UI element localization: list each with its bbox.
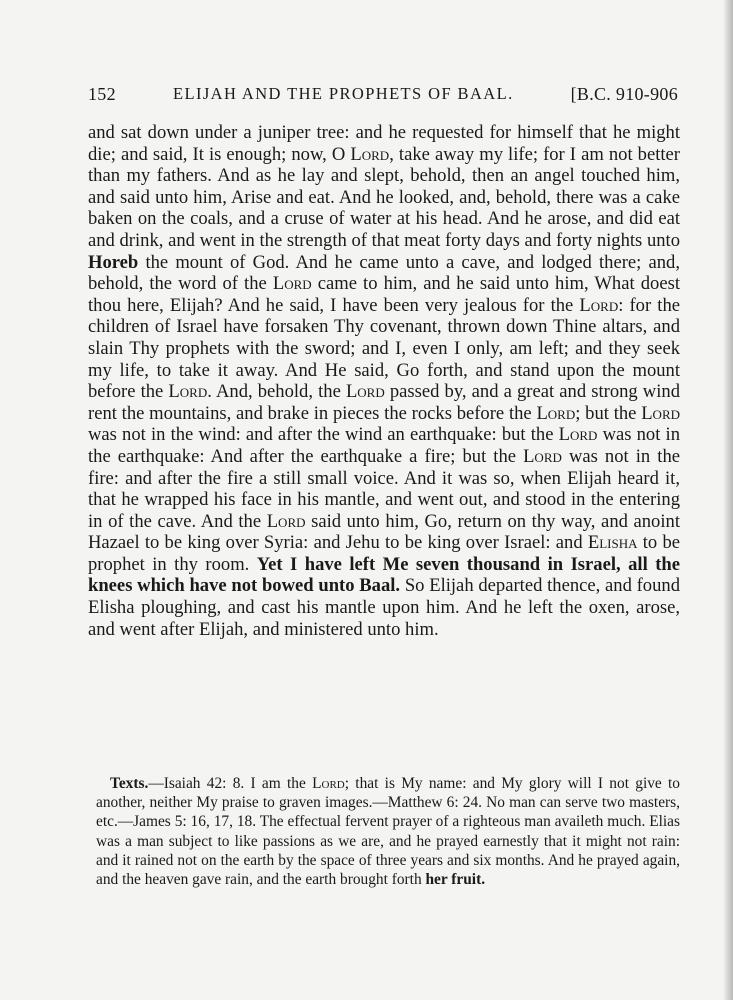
small-caps-lord: Lord (579, 294, 619, 316)
text-run: was not in the fire: and after the fire a still small voice. And it was so, when Elijah heard it, that he wrapped his face in his mantle, and went out, and stood in the entering in of the cave. And the (88, 445, 680, 532)
text-run: passed by, and a great and strong wind rent the mountains, and brake in pieces the rocks before the (88, 381, 680, 424)
text-run: and sat down under a juniper tree: and he requested for himself that he might die; and said, It is enough; now, O (88, 122, 680, 165)
small-caps-lord: Lord (350, 143, 390, 165)
text-run: , take away my life; for I am not better than my fathers. And as he lay and slept, behold, then an angel touched him, and said unto him, Arise and eat. And he looked, and, behold, there was a cake baken on the coals, and a cruse of water at his head. And he arose, and did eat and drink, and went in the strength of that meat forty days and forty nights unto (88, 143, 680, 251)
text-run: the mount of God. And he came unto a cave, and lodged there; and, behold, the word of the (88, 251, 680, 295)
text-run: : for the children of Israel have forsaken Thy covenant, thrown down Thine altars, and slain Thy prophets with the sword; and I, even I only, am left; and they seek my life, to take it away. And He said, Go forth, and stand upon the mount before the (88, 294, 680, 403)
bold-key-verse: Yet I have left Me seven thousand in Israel, all the knees which have not bowed unto Baal. (88, 553, 680, 597)
text-run: So Elijah departed thence, and found Elisha ploughing, and cast his mantle upon him. And he left the oxen, arose, and went after Elijah, and ministered unto him. (88, 575, 680, 640)
small-caps-elisha: Elisha (587, 532, 638, 554)
footnote-texts (96, 774, 680, 889)
running-title: ELIJAH AND THE PROPHETS OF BAAL. (173, 84, 514, 103)
small-caps-lord: Lord (641, 402, 681, 424)
page-edge (723, 0, 733, 1000)
small-caps-lord: Lord (523, 445, 562, 467)
footnote-paragraph (96, 774, 680, 889)
small-caps-lord: Lord (558, 424, 598, 446)
text-run: said unto him, Go, return on thy way, and anoint Hazael to be king over Syria: and Jehu to be king over Israel: and (88, 510, 680, 554)
footnote-label: Texts. (110, 775, 149, 792)
text-run: ; but the (575, 402, 642, 424)
page-number: 152 (88, 84, 116, 104)
text-run: came to him, and he said unto him, What doest thou here, Elijah? And he said, I have been very jealous for the (88, 273, 680, 316)
small-caps-lord: Lord (312, 775, 345, 792)
body-paragraph (88, 122, 680, 640)
small-caps-lord: Lord (266, 510, 306, 532)
text-run: . And, behold, the (207, 381, 346, 403)
text-run: ; that is My name: and My glory will I not give to another, neither My praise to graven images.—Matthew 6: 24. No man can serve two masters, etc.—James 5: 16, 17, 18. The effectual fervent prayer of a righteous man availeth much. Elias was a man subject to like passions as we are, and he prayed earnestly that it might not rain: and it rained not on the earth by the space of three years and six months. And he prayed again, and the heaven gave rain, and the earth brought forth (96, 775, 680, 889)
bold-horeb: Horeb (88, 251, 139, 273)
text-run: was not in the earthquake: And after the earthquake a fire; but the (88, 424, 680, 467)
text-run: —Isaiah 42: 8. I am the (148, 775, 313, 792)
small-caps-lord: Lord (272, 273, 312, 295)
small-caps-lord: Lord (345, 381, 385, 403)
text-run: was not in the wind: and after the wind an earthquake: but the (88, 424, 559, 446)
main-text (88, 122, 680, 640)
date-range: [B.C. 910-906 (570, 84, 678, 104)
bold-ending: her fruit. (425, 871, 486, 889)
text-run: to be prophet in thy room. (88, 532, 680, 575)
small-caps-lord: Lord (168, 381, 208, 403)
small-caps-lord: Lord (536, 402, 576, 424)
